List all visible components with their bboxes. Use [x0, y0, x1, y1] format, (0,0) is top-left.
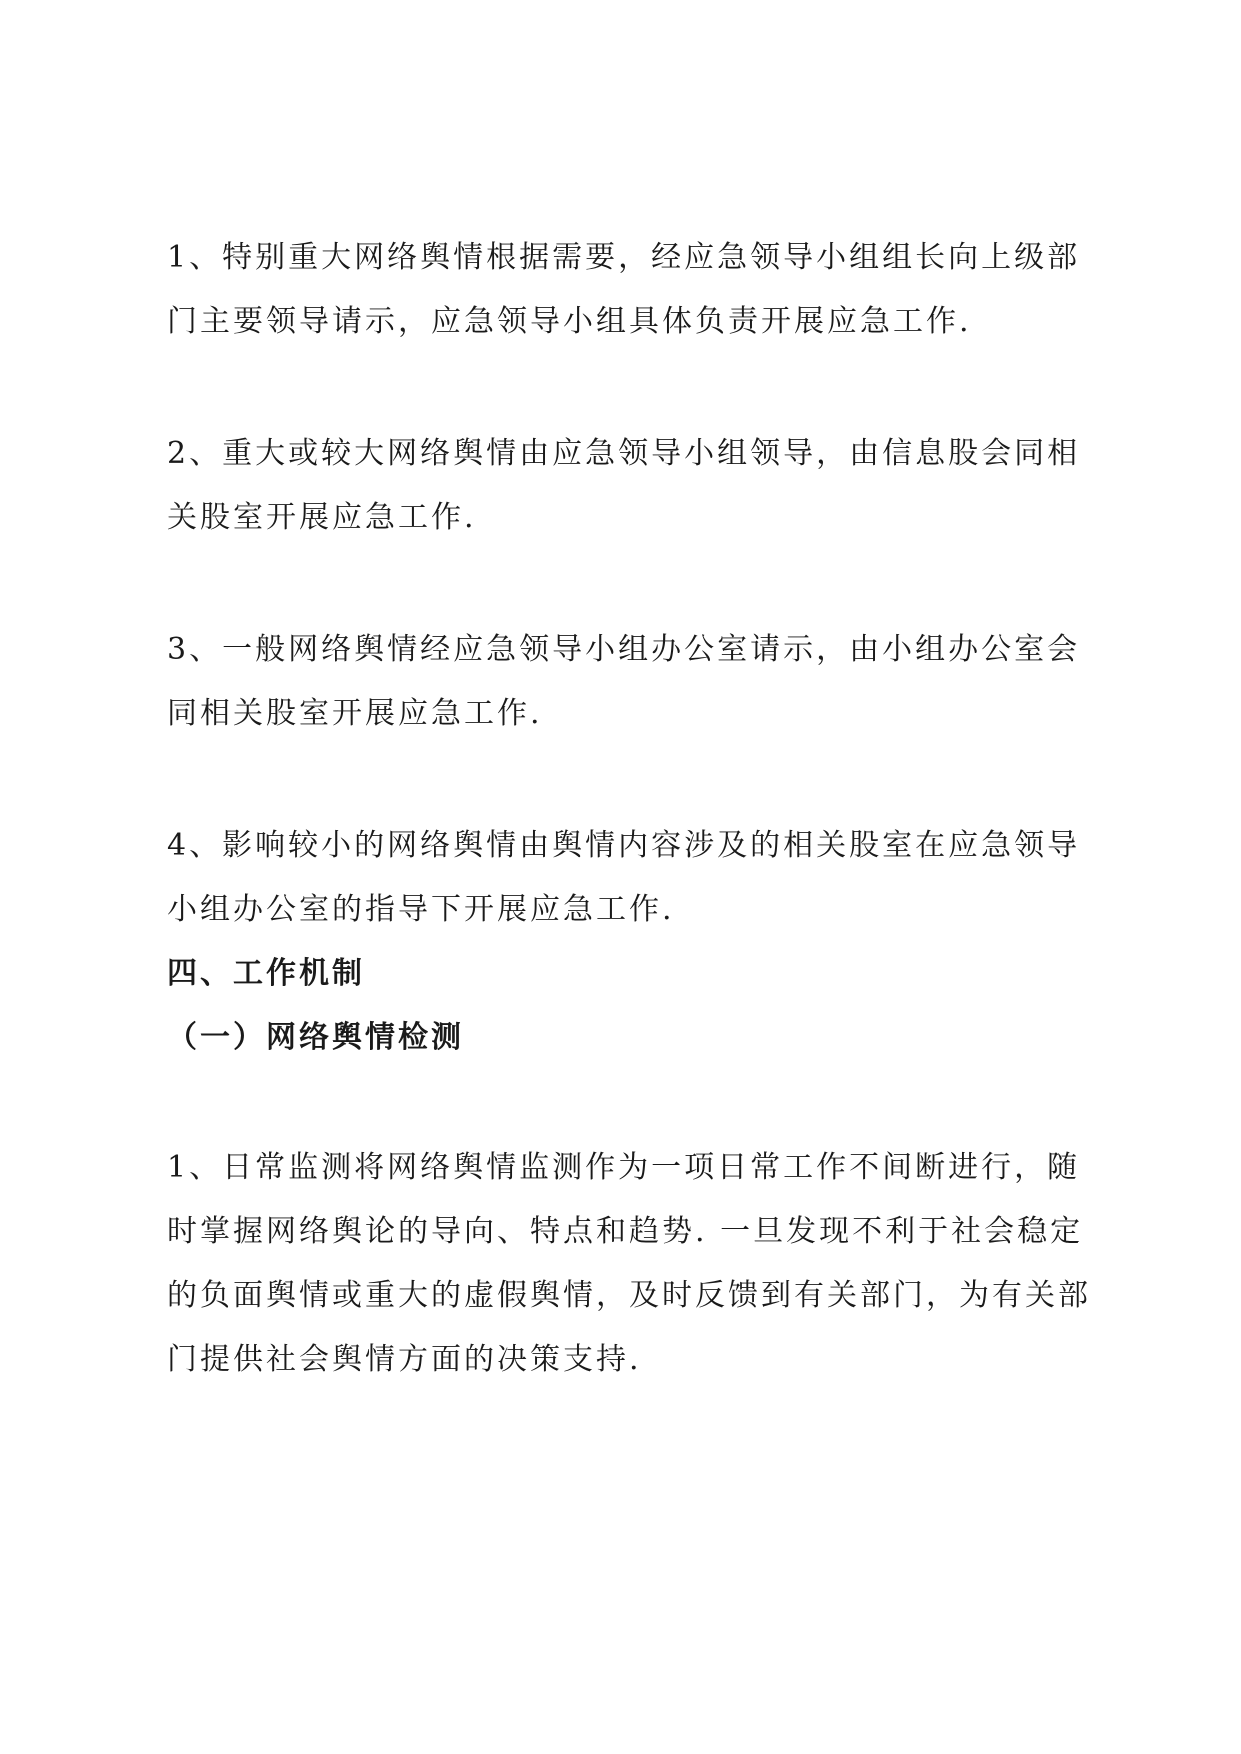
paragraph-1 [167, 226, 1087, 354]
paragraph-line: 1、特别重大网络舆情根据需要，经应急领导小组组长向上级部 [167, 240, 1081, 275]
paragraph-4 [167, 814, 1087, 942]
paragraph-line: 同相关股室开展应急工作. [167, 696, 543, 731]
paragraph-3 [167, 618, 1087, 746]
section-heading: 四、工作机制 [167, 956, 365, 991]
monitoring-paragraph [167, 1136, 1091, 1392]
paragraph-line: 时掌握网络舆论的导向、特点和趋势. 一旦发现不利于社会稳定 [167, 1214, 1084, 1249]
paragraph-line: 小组办公室的指导下开展应急工作. [167, 892, 675, 927]
paragraph-line: 2、重大或较大网络舆情由应急领导小组领导，由信息股会同相 [167, 436, 1081, 471]
paragraph-line: 4、影响较小的网络舆情由舆情内容涉及的相关股室在应急领导 [167, 828, 1081, 863]
paragraph-line: 的负面舆情或重大的虚假舆情，及时反馈到有关部门，为有关部 [167, 1278, 1091, 1313]
paragraph-2 [167, 422, 1087, 550]
paragraph-line: 3、一般网络舆情经应急领导小组办公室请示，由小组办公室会 [167, 632, 1081, 667]
paragraph-line: 关股室开展应急工作. [167, 500, 477, 535]
paragraph-line: 门主要领导请示，应急领导小组具体负责开展应急工作. [167, 304, 972, 339]
paragraph-line: 1、日常监测将网络舆情监测作为一项日常工作不间断进行，随 [167, 1150, 1081, 1185]
subsection-heading: （一）网络舆情检测 [167, 1020, 464, 1055]
document-body [167, 226, 1091, 1392]
paragraph-line: 门提供社会舆情方面的决策支持. [167, 1342, 642, 1377]
